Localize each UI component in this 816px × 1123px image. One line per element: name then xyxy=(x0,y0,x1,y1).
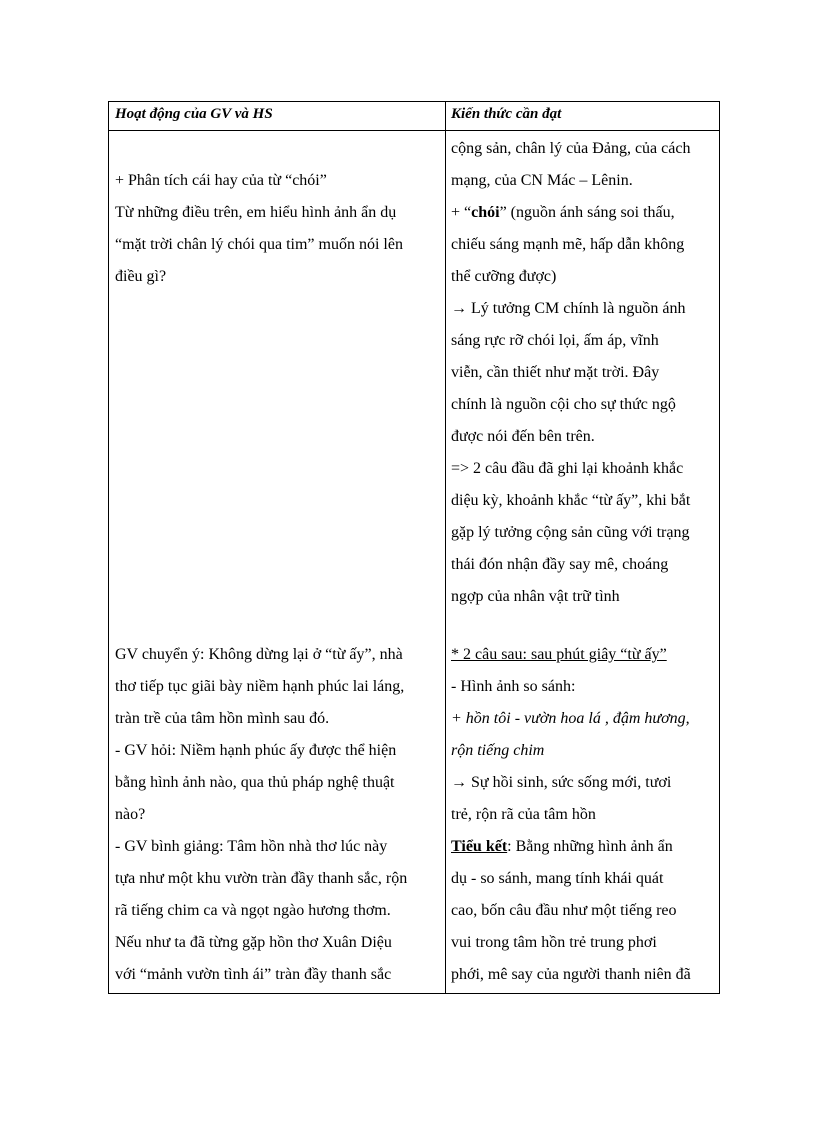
header-left: Hoạt động của GV và HS xyxy=(115,106,273,122)
right-line: sáng rực rỡ chói lọi, ấm áp, vĩnh xyxy=(451,332,659,349)
left-line: “mặt trời chân lý chói qua tim” muốn nói lên xyxy=(115,236,403,253)
left-line: Từ những điều trên, em hiểu hình ảnh ẩn dụ xyxy=(115,204,397,221)
right-line: được nói đến bên trên. xyxy=(451,428,595,445)
left-line: tựa như một khu vườn tràn đầy thanh sắc, rộn xyxy=(115,870,408,887)
left-line: thơ tiếp tục giãi bày niềm hạnh phúc lai láng, xyxy=(115,678,405,695)
right-line: trẻ, rộn rã của tâm hồn xyxy=(451,806,596,823)
left-line: - GV hỏi: Niềm hạnh phúc ấy được thể hiện xyxy=(115,742,397,759)
header-right: Kiến thức cần đạt xyxy=(451,106,562,122)
right-line: => 2 câu đầu đã ghi lại khoảnh khắc xyxy=(451,460,684,477)
left-line: bằng hình ảnh nào, qua thủ pháp nghệ thuật xyxy=(115,774,395,791)
right-line xyxy=(451,203,714,223)
section-heading: * 2 câu sau: sau phút giây “từ ấy” xyxy=(451,646,667,663)
left-line: tràn trề của tâm hồn mình sau đó. xyxy=(115,710,330,727)
bold-term: chói xyxy=(471,204,500,221)
left-line: điều gì? xyxy=(115,268,167,285)
right-line: chiếu sáng mạnh mẽ, hấp dẫn không xyxy=(451,236,685,253)
text-run: ” (nguồn ánh sáng soi thấu, xyxy=(499,204,675,221)
right-line: diệu kỳ, khoảnh khắc “từ ấy”, khi bắt xyxy=(451,492,691,509)
right-line: thái đón nhận đầy say mê, choáng xyxy=(451,556,669,573)
right-line: chính là nguồn cội cho sự thức ngộ xyxy=(451,396,676,413)
right-line: - Hình ảnh so sánh: xyxy=(451,678,576,695)
text-run: + “ xyxy=(451,204,472,221)
lesson-table xyxy=(108,101,720,994)
right-line: cao, bốn câu đầu như một tiếng reo xyxy=(451,902,677,919)
left-line: Nếu như ta đã từng gặp hồn thơ Xuân Diệu xyxy=(115,934,392,951)
right-line: + hồn tôi - vườn hoa lá , đậm hương, xyxy=(451,710,690,727)
right-line: mạng, của CN Mác – Lênin. xyxy=(451,172,633,189)
left-line: - GV bình giảng: Tâm hồn nhà thơ lúc này xyxy=(115,838,388,855)
right-line: vui trong tâm hồn trẻ trung phơi xyxy=(451,934,657,951)
right-line: → Lý tưởng CM chính là nguồn ánh xyxy=(451,300,686,317)
right-line: ngợp của nhân vật trữ tình xyxy=(451,588,620,605)
right-line: viễn, cần thiết như mặt trời. Đây xyxy=(451,364,660,381)
right-line xyxy=(451,837,714,857)
summary-label: Tiểu kết xyxy=(451,838,508,855)
left-line: + Phân tích cái hay của từ “chói” xyxy=(115,172,327,189)
left-line: với “mảnh vườn tình ái” tràn đầy thanh sắc xyxy=(115,966,392,983)
left-line: nào? xyxy=(115,806,146,823)
text-run: : Bằng những hình ảnh ẩn xyxy=(507,838,673,855)
right-line: rộn tiếng chim xyxy=(451,742,545,759)
left-line: GV chuyển ý: Không dừng lại ở “từ ấy”, nhà xyxy=(115,646,403,663)
right-line: → Sự hồi sinh, sức sống mới, tươi xyxy=(451,774,672,791)
right-line: thể cưỡng được) xyxy=(451,268,557,285)
right-line: gặp lý tưởng cộng sản cũng với trạng xyxy=(451,524,690,541)
left-line: rã tiếng chim ca và ngọt ngào hương thơm. xyxy=(115,902,391,919)
right-line: phới, mê say của người thanh niên đã xyxy=(451,966,691,983)
right-line: dụ - so sánh, mang tính khái quát xyxy=(451,870,664,887)
right-line: cộng sản, chân lý của Đảng, của cách xyxy=(451,140,691,157)
header-divider xyxy=(109,130,719,131)
column-divider xyxy=(445,102,446,993)
